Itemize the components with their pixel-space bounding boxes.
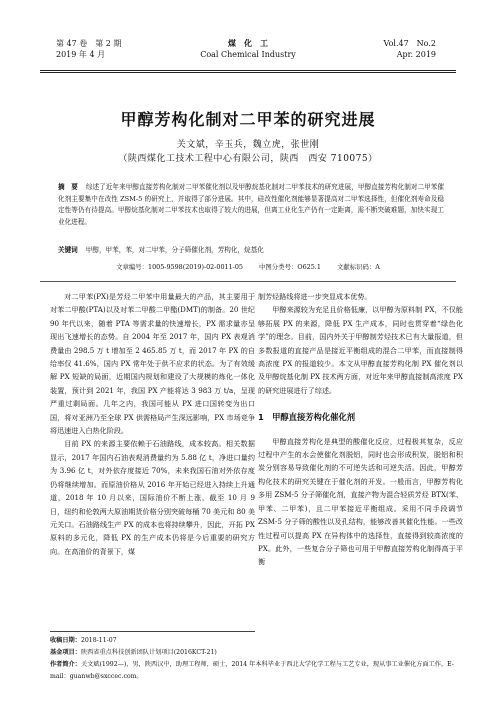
volume-issue-cn: 第 47 卷 第 2 期: [56, 39, 122, 48]
paragraph: 对二甲苯(PX)是芳烃二甲苯中用量最大的产品，其主要用于对苯二甲酸(PTA)以及对苯二甲酸二甲酯(DMT)的制备。20 世纪 90 年代以来，随着 PTA 等需求量的快速增长，PX 需求量亦呈现出飞速增长的态势。自 2004 年至 2017 年，国内 PX 表观消费量由 298.5 万 t 增加至 2 465.85 万 t，而 2017 年 PX 的自给率仅 41.6%，国内 PX 常年处于供不应求的状态。为了有效缓解 PX 短缺的局面，近期国内规划和建设了大规模的炼化一体化装置，预计到 2021 年，我国 PX 产能将达 3 983 万 t/a，呈现严重过剩局面。几年之内，我国可能从 PX 进口国转变为出口国，将对亚洲乃至全球 PX 供需格局产生深远影响，PX 市场竞争将迅速进入白热化阶段。: [50, 292, 255, 436]
header-rule: [40, 70, 456, 71]
paragraph: 制芳烃路线将进一步突显成本优势。: [258, 292, 372, 301]
received-date: 收稿日期：2018-11-07: [50, 637, 117, 644]
keywords-text: 甲醇，甲苯，苯，对二甲苯，分子筛催化剂，芳构化，烷基化: [85, 246, 264, 254]
author-bio: 作者简介：关文斌(1992—)，男，陕西汉中，助理工程师，硕士，2014 年本科毕业于西北大学化学工程与工艺专业，现从事工业催化方面工作，E-mail：guanwb@sxccec.com。: [50, 661, 454, 680]
footnote-rule: [50, 631, 255, 632]
article-title: 甲醇芳构化制对二甲苯的研究进展: [120, 110, 376, 129]
clc-number: 中图分类号：O625.1: [259, 263, 321, 271]
journal-name-en: Coal Chemical Industry: [200, 50, 296, 59]
doc-code: 文献标识码：A: [336, 263, 380, 271]
article-meta: [0, 262, 496, 271]
running-header: [40, 38, 456, 72]
abstract-text: 综述了近年来甲醇直接芳构化制对二甲苯催化剂以及甲醇烷基化制对二甲苯技术的研究进展，甲醇直接芳构化制对二甲苯催化剂主要集中在改性 ZSM-5 的研究上，并取得了部分进展。其中，硅改性催化剂能够显著提高对二甲苯选择性，但催化剂寿命及稳定性等仍有待提高。甲醇烷基化制对二甲苯技术也取得了较大的进展，但离工业化生产仍有一定距离，需不断突破难题，加快实现工业化进程。: [58, 183, 445, 226]
keywords: [58, 245, 444, 256]
header-right: [384, 38, 436, 60]
body-column-right: [258, 290, 463, 569]
article-affiliation: （陕西煤化工技术工程中心有限公司，陕西 西安 710075）: [118, 154, 378, 164]
paragraph: 甲醇直接芳构化是典型的酸催化反应，过程极其复杂，反应过程中产生的水会使催化剂脱铝，同时也会形成积炭，脱铝和积炭分别容易导致催化剂的不可逆失活和可逆失活。因此，甲醇芳构化技术的研究关键在于催化剂的开发。一般而言，甲醇芳构化多用 ZSM-5 分子筛催化剂，直接产物为混合轻质芳烃 BTX(苯、甲苯、二甲苯)，且二甲苯接近平衡组成。采用不同手段调节 ZSM-5 分子筛的酸性以及孔结构，能够改善其催化性能。一些改性过程可以提高 PX 在异构体中的选择性，直接得到较高浓度的 PX。此外，一些复合分子筛也可用于甲醇直接芳构化制得高于平衡: [258, 436, 463, 567]
date-en: Apr. 2019: [396, 50, 436, 59]
fund-info: 基金项目：陕西省重点科技创新团队计划项目(2016KCT-21): [50, 649, 217, 656]
abstract: [58, 182, 444, 228]
volume-issue-en: Vol.47 No.2: [383, 39, 436, 48]
abstract-label: 摘 要: [58, 183, 78, 191]
header-rule-thin: [40, 72, 456, 73]
meta-rule: [40, 281, 456, 282]
section-heading: 1 甲醇直接芳构化催化剂: [258, 412, 356, 423]
keywords-label: 关键词: [58, 246, 78, 254]
journal-name-cn: 煤 化 工: [228, 39, 268, 48]
article-authors: 关文斌，辛玉兵，魏立虎，张世刚: [176, 140, 320, 150]
paragraph: 甲醇来源较为充足且价格低廉，以甲醇为原料制 PX，不仅能够拓展 PX 的来源，降低 PX 生产成本，同时也贯穿着“绿色化学”的理念。目前，国内外关于甲醇制芳烃技术已有大量报道，但多数报道的直接产品是接近平衡组成的混合二甲苯，而直接制得高浓度 PX 的报道较少。本文从甲醇直接芳构化制 PX 催化剂以及甲醇烷基化制 PX 技术两方面，对近年来甲醇直接制高浓度 PX 的研究进展进行了综述。: [258, 305, 463, 395]
date-cn: 2019 年 4 月: [56, 50, 106, 59]
doc-number: 文章编号：1005-9598(2019)-02-0011-05: [116, 263, 243, 271]
body-column-left: [50, 290, 255, 558]
paragraph: 目前 PX 的来源主要依赖于石油路线，成本较高。相关数据显示，2017 年国内石油表观消费量约为 5.88 亿 t，净进口量约为 3.96 亿 t，对外依存度接近 70%，未来我国石油对外依存度仍将继续增加。而原油价格从 2016 年开始已经进入持续上升通道，2018 年 10 月以来，国际油价不断上涨，截至 10 月 9 日，纽约和伦敦两大原油期货价格分别突破每桶 70 美元和 80 美元关口。石油路线生产 PX 的成本也将持续攀升，因此，开拓 PX 原料的多元化，降低 PX 的生产成本仍将是今后重要的研究方向。在高油价的背景下，煤: [50, 439, 255, 556]
footnotes: [50, 635, 456, 683]
